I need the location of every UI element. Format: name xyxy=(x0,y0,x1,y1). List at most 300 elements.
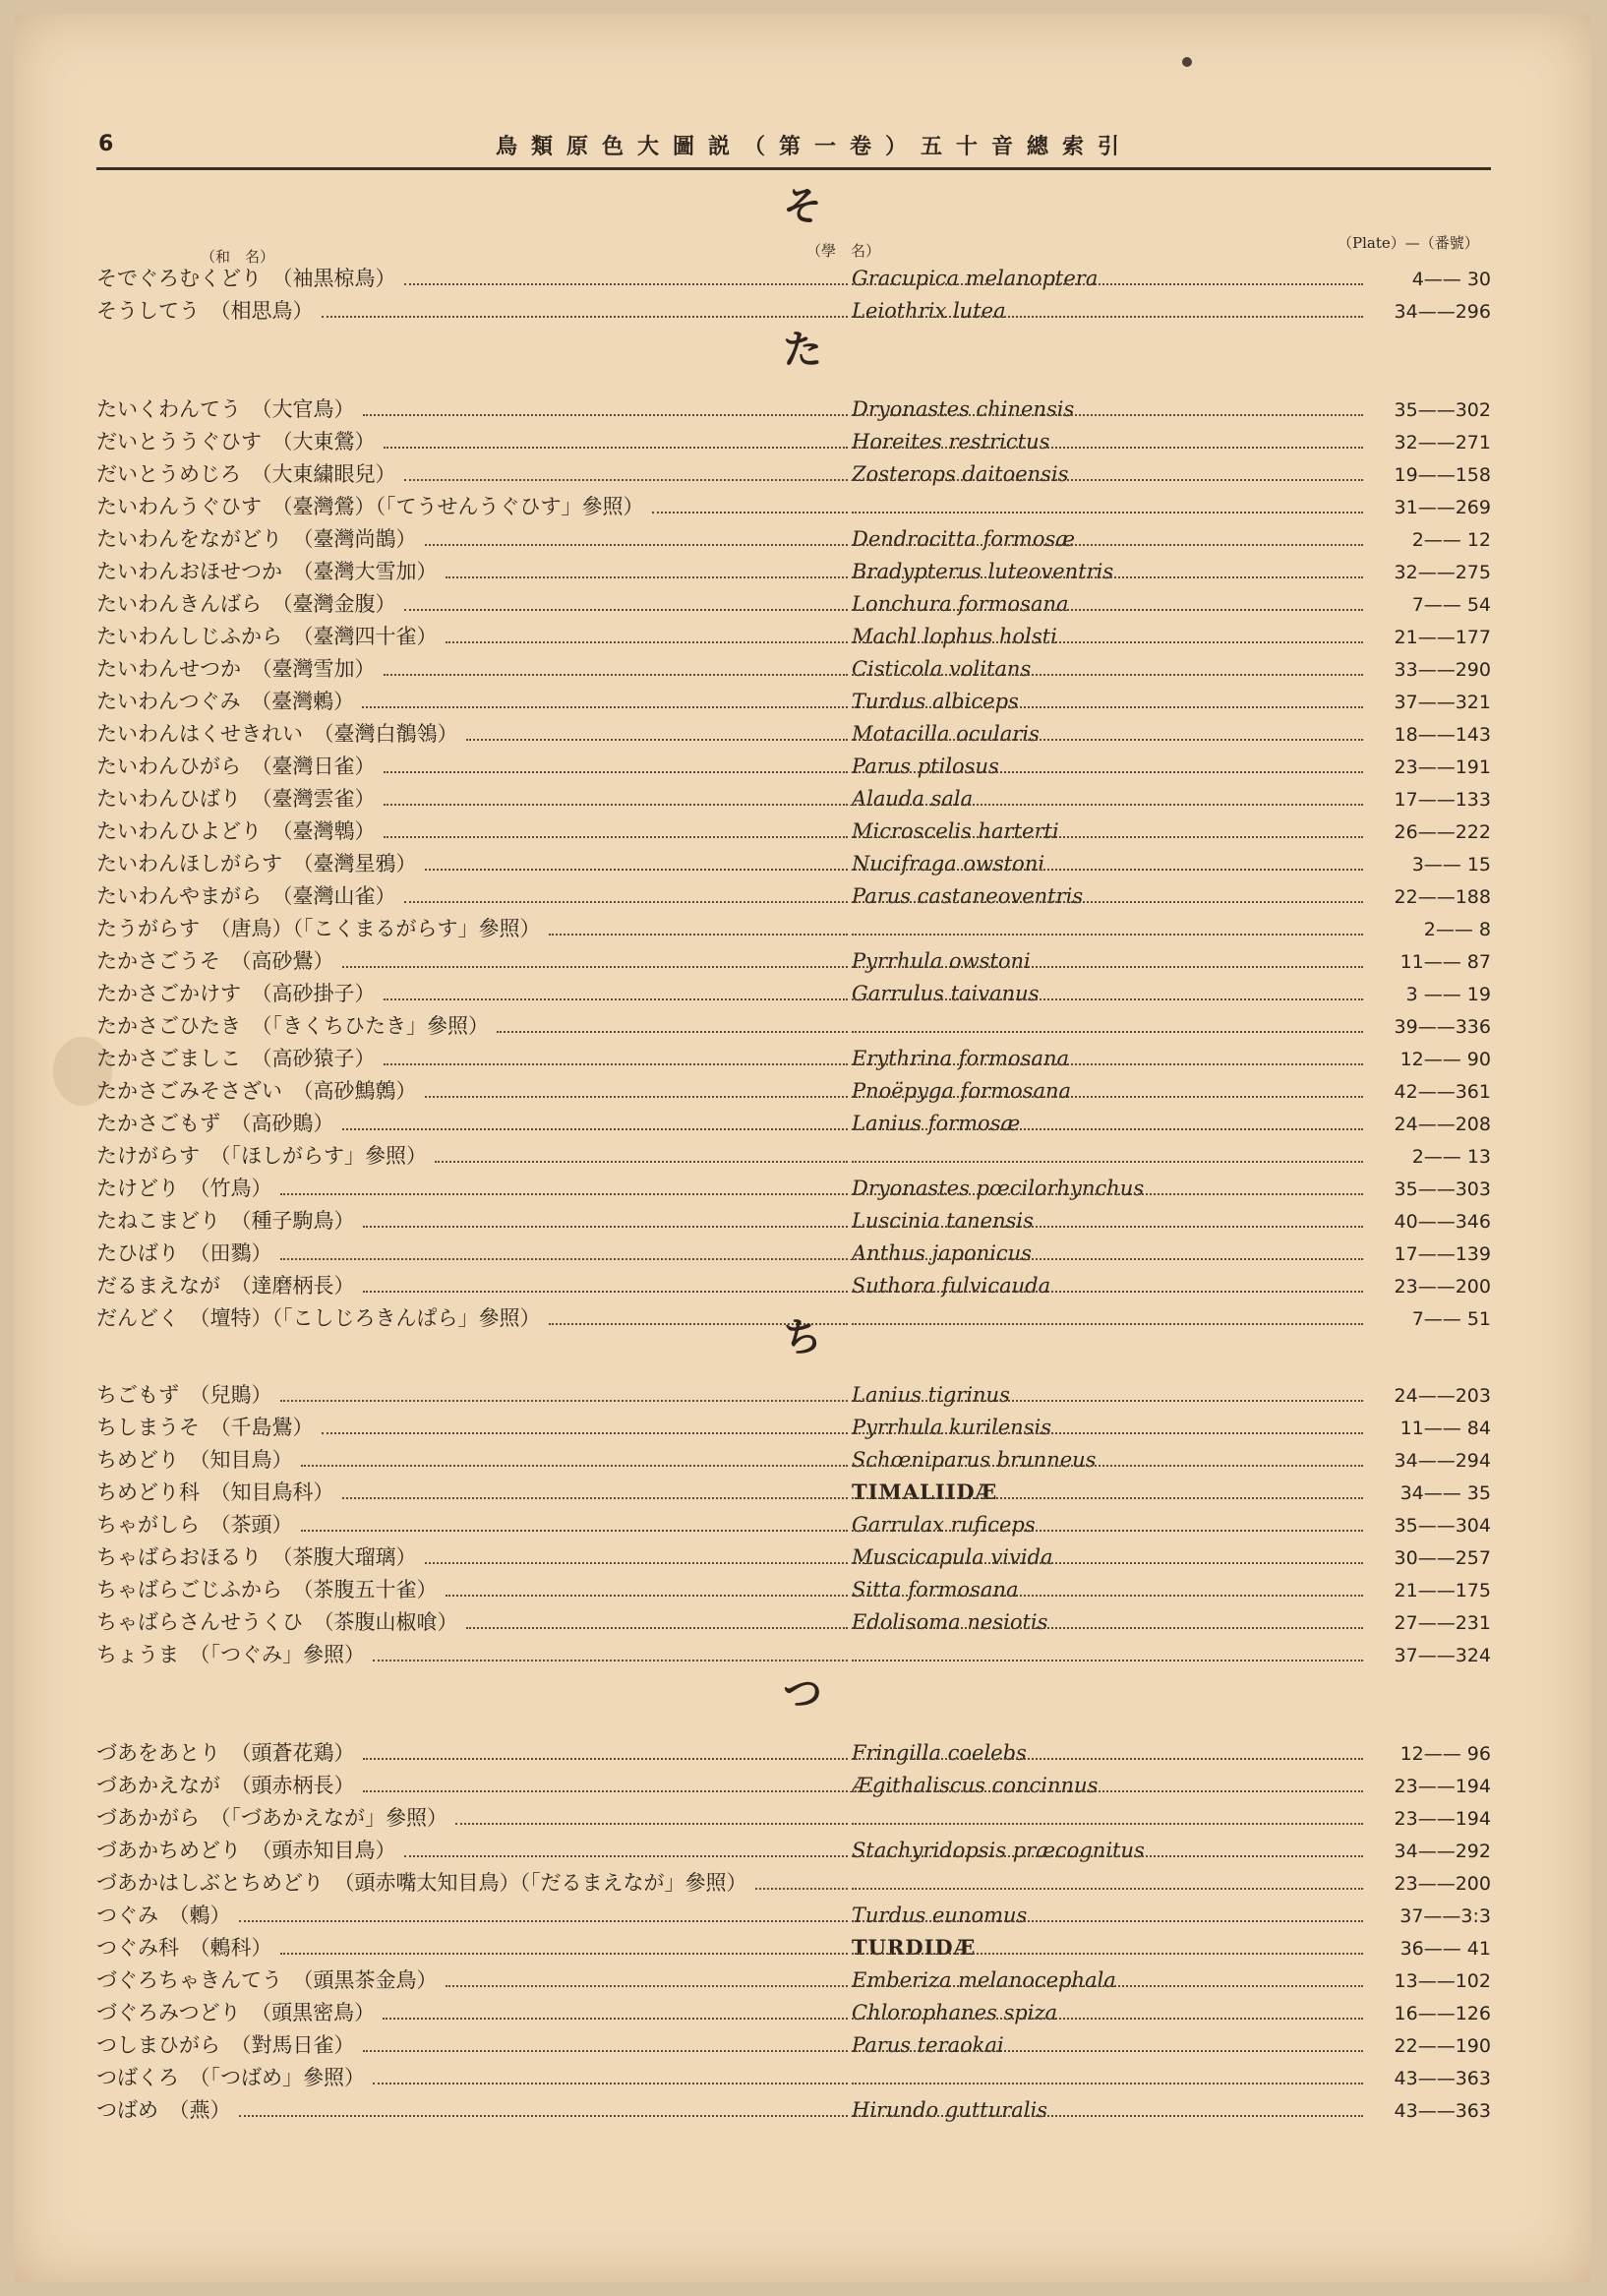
section-entry-list xyxy=(96,393,1491,1335)
dotted-leader xyxy=(852,1595,1363,1597)
dotted-leader xyxy=(852,934,1363,936)
index-entry-row xyxy=(96,686,1491,718)
dotted-leader xyxy=(404,1855,849,1857)
dotted-leader xyxy=(383,2018,848,2020)
plate-number: 3—— 15 xyxy=(1411,854,1491,876)
plate-number: 23——200 xyxy=(1394,1873,1491,1895)
japanese-name-column-label: （和 名） xyxy=(201,248,275,266)
index-entry-row xyxy=(96,978,1491,1010)
plate-number: 34——292 xyxy=(1394,1841,1491,1862)
scientific-name: Turdus eunomus xyxy=(852,1903,1028,1927)
dotted-leader xyxy=(852,512,1363,514)
japanese-name: つばめ （燕） xyxy=(96,2098,231,2122)
dotted-leader xyxy=(363,1758,849,1760)
index-entry-row xyxy=(96,751,1491,783)
dotted-leader xyxy=(852,1031,1363,1033)
plate-number: 37——324 xyxy=(1394,1645,1491,1666)
dotted-leader xyxy=(852,316,1363,318)
plate-number: 34—— 35 xyxy=(1399,1482,1491,1504)
dotted-leader xyxy=(852,1530,1363,1532)
dotted-leader xyxy=(852,1497,1363,1499)
plate-number: 37——3:3 xyxy=(1399,1905,1491,1927)
dotted-leader xyxy=(852,1562,1363,1564)
japanese-name: たいわんきんばら （臺灣金腹） xyxy=(96,592,396,616)
dotted-leader xyxy=(342,1128,849,1130)
index-entry-row xyxy=(96,556,1491,588)
japanese-name: たかさごひたき （「きくちひたき」參照） xyxy=(96,1014,489,1038)
dotted-leader xyxy=(384,447,849,449)
dotted-leader xyxy=(280,1258,849,1260)
index-entry-row xyxy=(96,848,1491,880)
dotted-leader xyxy=(852,804,1363,806)
scientific-name: Pyrrhula owstoni xyxy=(852,949,1031,973)
japanese-name: づあをあとり （頭蒼花鶏） xyxy=(96,1741,355,1765)
plate-number: 2—— 12 xyxy=(1411,529,1491,551)
plate-number: 35——302 xyxy=(1394,399,1491,421)
index-entry-row xyxy=(96,1043,1491,1075)
index-entry-row xyxy=(96,1802,1491,1835)
scientific-name: Dryonastes pœcilorhynchus xyxy=(852,1177,1145,1200)
dotted-leader xyxy=(852,1465,1363,1467)
dotted-leader xyxy=(425,1562,849,1564)
index-entry-row xyxy=(96,523,1491,556)
page-header xyxy=(96,128,1491,170)
section-heading: そ xyxy=(783,184,822,229)
index-entry-row xyxy=(96,1737,1491,1770)
japanese-name: ちゃばらおほるり （茶腹大瑠璃） xyxy=(96,1545,417,1569)
dotted-leader xyxy=(852,2050,1363,2052)
plate-number: 21——177 xyxy=(1394,627,1491,648)
index-entry-row xyxy=(96,263,1491,295)
japanese-name: ちめどり （知目鳥） xyxy=(96,1448,293,1472)
scientific-name: Chlorophanes spiza xyxy=(852,2001,1058,2024)
japanese-name: たいくわんてう （大官鳥） xyxy=(96,397,355,421)
japanese-name: たかさごみそさざい （高砂鷦鷯） xyxy=(96,1079,417,1103)
scientific-name: Emberiza melanocephala xyxy=(852,1968,1116,1992)
scientific-name: Edolisoma nesiotis xyxy=(852,1610,1048,1634)
plate-number: 21——175 xyxy=(1394,1580,1491,1601)
plate-number: 32——275 xyxy=(1394,562,1491,583)
scientific-name: Dendrocitta formosæ xyxy=(852,527,1075,551)
japanese-name: たいわんやまがら （臺灣山雀） xyxy=(96,884,396,908)
dotted-leader xyxy=(404,901,849,903)
dotted-leader xyxy=(852,739,1363,741)
dotted-leader xyxy=(446,641,849,643)
dotted-leader xyxy=(852,1855,1363,1857)
dotted-leader xyxy=(363,1226,849,1228)
index-entry-row xyxy=(96,1444,1491,1477)
dotted-leader xyxy=(755,1888,849,1890)
index-entry-row xyxy=(96,2029,1491,2062)
index-entry-row xyxy=(96,1270,1491,1302)
dotted-leader xyxy=(652,512,849,514)
japanese-name: つぐみ （鶫） xyxy=(96,1903,231,1927)
japanese-name: だるまえなが （達磨柄長） xyxy=(96,1274,355,1298)
scientific-name: Zosterops daitoensis xyxy=(852,462,1069,486)
dotted-leader xyxy=(435,1161,848,1163)
dotted-leader xyxy=(384,1063,849,1065)
japanese-name: たいわんひよどり （臺灣鵯） xyxy=(96,819,376,843)
japanese-name: たいわんうぐひす （臺灣鶯）（「てうせんうぐひす」參照） xyxy=(96,495,644,518)
dotted-leader xyxy=(404,609,849,611)
japanese-name: ちごもず （兒鵙） xyxy=(96,1383,272,1407)
scientific-name: Machl lophus holsti xyxy=(852,625,1057,648)
scientific-name: Dryonastes chinensis xyxy=(852,397,1075,421)
scientific-name: Pnoëpyga formosana xyxy=(852,1079,1072,1103)
plate-number: 40——346 xyxy=(1394,1211,1491,1233)
plate-number: 11—— 84 xyxy=(1399,1418,1491,1439)
dotted-leader xyxy=(852,2083,1363,2085)
index-entry-row xyxy=(96,816,1491,848)
japanese-name: ちょうま （「つぐみ」參照） xyxy=(96,1643,365,1666)
scientific-name: Turdus albiceps xyxy=(852,690,1019,713)
scientific-name: TIMALIIDÆ xyxy=(852,1480,998,1504)
dotted-leader xyxy=(852,1432,1363,1434)
dotted-leader xyxy=(373,2083,848,2085)
dotted-leader xyxy=(852,1823,1363,1825)
dotted-leader xyxy=(852,609,1363,611)
dotted-leader xyxy=(852,1985,1363,1987)
index-entry-row xyxy=(96,1639,1491,1671)
japanese-name: そうしてう （相思鳥） xyxy=(96,299,314,323)
plate-number: 3 —— 19 xyxy=(1405,984,1491,1005)
index-entry-row xyxy=(96,1108,1491,1140)
dotted-leader xyxy=(362,706,848,708)
dotted-leader xyxy=(852,1226,1363,1228)
plate-number: 7—— 51 xyxy=(1411,1308,1491,1330)
scientific-name: Erythrina formosana xyxy=(852,1047,1070,1070)
plate-number: 24——203 xyxy=(1394,1385,1491,1407)
index-entry-row xyxy=(96,1140,1491,1173)
dotted-leader xyxy=(852,447,1363,449)
japanese-name: たうがらす （唐鳥）（「こくまるがらす」參照） xyxy=(96,917,541,940)
dotted-leader xyxy=(322,316,849,318)
index-entry-row xyxy=(96,945,1491,978)
japanese-name: づあかえなが （頭赤柄長） xyxy=(96,1774,355,1797)
plate-number: 37——321 xyxy=(1394,692,1491,713)
dotted-leader xyxy=(455,1823,848,1825)
plate-number: 23——194 xyxy=(1394,1808,1491,1830)
plate-number: 43——363 xyxy=(1394,2100,1491,2122)
running-title: 鳥類原色大圖説（第一卷）五十音總索引 xyxy=(495,135,1133,159)
japanese-name: ちしまうそ （千島鷽） xyxy=(96,1416,314,1439)
scientific-name: Sitta formosana xyxy=(852,1578,1019,1601)
dotted-leader xyxy=(384,998,849,1000)
japanese-name: つぐみ科 （鶫科） xyxy=(96,1936,272,1960)
dotted-leader xyxy=(852,1627,1363,1629)
dotted-leader xyxy=(322,1432,849,1434)
section-entry-list xyxy=(96,1737,1491,2127)
dotted-leader xyxy=(384,836,849,838)
index-entry-row xyxy=(96,1541,1491,1574)
dotted-leader xyxy=(852,869,1363,871)
scientific-name: Motacilla ocularis xyxy=(852,722,1040,746)
dotted-leader xyxy=(404,283,849,285)
dotted-leader xyxy=(446,576,849,578)
index-entry-row xyxy=(96,393,1491,426)
dotted-leader xyxy=(363,1291,849,1293)
index-entry-row xyxy=(96,1964,1491,1997)
index-entry-row xyxy=(96,588,1491,621)
scientific-name: Lanius formosæ xyxy=(852,1112,1021,1135)
scientific-name: Schœniparus brunneus xyxy=(852,1448,1097,1472)
japanese-name: たいわんつぐみ （臺灣鶫） xyxy=(96,690,355,713)
dotted-leader xyxy=(280,1193,849,1195)
index-entry-row xyxy=(96,426,1491,458)
japanese-name: つしまひがら （對馬日雀） xyxy=(96,2033,355,2057)
index-entry-row xyxy=(96,1379,1491,1412)
dotted-leader xyxy=(363,1790,849,1792)
japanese-name: たかさごましこ （高砂猿子） xyxy=(96,1047,376,1070)
dotted-leader xyxy=(384,771,849,773)
scientific-name: Anthus japonicus xyxy=(852,1241,1033,1265)
scientific-name: Parus teraokai xyxy=(852,2033,1004,2057)
dotted-leader xyxy=(497,1031,848,1033)
plate-number: 17——139 xyxy=(1394,1243,1491,1265)
dotted-leader xyxy=(425,869,849,871)
japanese-name: たいわんほしがらす （臺灣星鴉） xyxy=(96,852,417,876)
japanese-name: そでぐろむくどり （袖黒椋鳥） xyxy=(96,267,396,290)
plate-number: 30——257 xyxy=(1394,1547,1491,1569)
scientific-name: Lanius tigrinus xyxy=(852,1383,1010,1407)
dotted-leader xyxy=(852,1758,1363,1760)
section-heading: ち xyxy=(783,1315,822,1360)
plate-number: 18——143 xyxy=(1394,724,1491,746)
dotted-leader xyxy=(301,1465,849,1467)
scientific-name: Luscinia tanensis xyxy=(852,1209,1034,1233)
plate-number: 19——158 xyxy=(1394,464,1491,486)
scientific-name: Stachyridopsis præcognitus xyxy=(852,1839,1145,1862)
scientific-name: Cisticola volitans xyxy=(852,657,1032,681)
dotted-leader xyxy=(852,414,1363,416)
index-entry-row xyxy=(96,1835,1491,1867)
index-entry-row xyxy=(96,1477,1491,1509)
dotted-leader xyxy=(852,576,1363,578)
japanese-name: づぐろみつどり （頭黒密鳥） xyxy=(96,2001,376,2024)
index-entry-row xyxy=(96,1997,1491,2029)
dotted-leader xyxy=(301,1530,849,1532)
japanese-name: づあかがら （「づあかえなが」參照） xyxy=(96,1806,447,1830)
plate-number: 4—— 30 xyxy=(1411,269,1491,290)
index-entry-row xyxy=(96,1010,1491,1043)
index-entry-row xyxy=(96,718,1491,751)
index-entry-row xyxy=(96,621,1491,653)
dotted-leader xyxy=(239,2115,849,2117)
scientific-name: TURDIDÆ xyxy=(852,1935,977,1960)
plate-number: 32——271 xyxy=(1394,432,1491,453)
japanese-name: づあかちめどり （頭赤知目鳥） xyxy=(96,1839,396,1862)
dotted-leader xyxy=(852,641,1363,643)
plate-number: 12—— 96 xyxy=(1399,1743,1491,1765)
section-heading: た xyxy=(783,328,822,373)
plate-number: 27——231 xyxy=(1394,1612,1491,1634)
dotted-leader xyxy=(852,283,1363,285)
index-entry-row xyxy=(96,458,1491,491)
dotted-leader xyxy=(239,1920,849,1922)
japanese-name: たいわんはくせきれい （臺灣白鶺鴒） xyxy=(96,722,458,746)
dotted-leader xyxy=(363,2050,849,2052)
japanese-name: づぐろちゃきんてう （頭黒茶金鳥） xyxy=(96,1968,438,1992)
dotted-leader xyxy=(549,934,849,936)
dotted-leader xyxy=(466,739,849,741)
dotted-leader xyxy=(852,2018,1363,2020)
japanese-name: だいとううぐひす （大東鶯） xyxy=(96,430,376,453)
index-entry-row xyxy=(96,880,1491,913)
scientific-name: Pyrrhula kurilensis xyxy=(852,1416,1051,1439)
index-entry-row xyxy=(96,653,1491,686)
japanese-name: たいわんひがら （臺灣日雀） xyxy=(96,755,376,778)
plate-number: 42——361 xyxy=(1394,1081,1491,1103)
japanese-name: たいわんおほせつか （臺灣大雪加） xyxy=(96,560,438,583)
index-entry-row xyxy=(96,1606,1491,1639)
dotted-leader xyxy=(852,1953,1363,1955)
plate-number: 36—— 41 xyxy=(1399,1938,1491,1960)
scientific-name: Garrulus taivanus xyxy=(852,982,1040,1005)
scientific-name: Gracupica melanoptera xyxy=(852,267,1099,290)
plate-number: 23——194 xyxy=(1394,1776,1491,1797)
scientific-name: Lonchura formosana xyxy=(852,592,1069,616)
dotted-leader xyxy=(280,1953,849,1955)
japanese-name: ちめどり科 （知目鳥科） xyxy=(96,1480,334,1504)
japanese-name: たいわんをながどり （臺灣尚鵲） xyxy=(96,527,417,551)
index-entry-row xyxy=(96,1238,1491,1270)
dotted-leader xyxy=(852,836,1363,838)
index-entry-row xyxy=(96,1770,1491,1802)
japanese-name: たかさごかけす （高砂掛子） xyxy=(96,982,376,1005)
japanese-name: ちゃばらさんせうくひ （茶腹山椒喰） xyxy=(96,1610,458,1634)
dotted-leader xyxy=(852,1920,1363,1922)
dotted-leader xyxy=(852,966,1363,968)
dotted-leader xyxy=(852,479,1363,481)
scientific-name: Horeites restrictus xyxy=(852,430,1050,453)
index-entry-row xyxy=(96,1412,1491,1444)
index-entry-row xyxy=(96,295,1491,328)
section-entry-list xyxy=(96,1379,1491,1671)
scientific-name: Parus ptilosus xyxy=(852,755,999,778)
dotted-leader xyxy=(384,804,849,806)
index-entry-row xyxy=(96,1900,1491,1932)
plate-number: 34——294 xyxy=(1394,1450,1491,1472)
scientific-name: Suthora fulvicauda xyxy=(852,1274,1051,1298)
index-entry-row xyxy=(96,2094,1491,2127)
scanned-index-page xyxy=(14,14,1591,2282)
ink-spot xyxy=(1182,57,1192,67)
plate-number: 33——290 xyxy=(1394,659,1491,681)
scientific-name: Microscelis harterti xyxy=(852,819,1059,843)
scientific-name: Alauda sala xyxy=(852,787,974,811)
dotted-leader xyxy=(852,1291,1363,1293)
index-entry-row xyxy=(96,1509,1491,1541)
plate-number: 13——102 xyxy=(1394,1970,1491,1992)
index-entry-row xyxy=(96,913,1491,945)
section-entry-list xyxy=(96,263,1491,328)
dotted-leader xyxy=(342,1497,849,1499)
plate-number: 11—— 87 xyxy=(1399,951,1491,973)
scientific-name: Ægithaliscus concinnus xyxy=(852,1774,1099,1797)
plate-number: 7—— 54 xyxy=(1411,594,1491,616)
japanese-name: つばくろ （「つばめ」參照） xyxy=(96,2066,365,2089)
dotted-leader xyxy=(852,1258,1363,1260)
index-entry-row xyxy=(96,1173,1491,1205)
japanese-name: たけどり （竹鳥） xyxy=(96,1177,272,1200)
plate-number: 12—— 90 xyxy=(1399,1049,1491,1070)
plate-number: 22——190 xyxy=(1394,2035,1491,2057)
dotted-leader xyxy=(280,1400,849,1402)
dotted-leader xyxy=(852,674,1363,676)
plate-number: 34——296 xyxy=(1394,301,1491,323)
index-entry-row xyxy=(96,1932,1491,1964)
dotted-leader xyxy=(852,706,1363,708)
dotted-leader xyxy=(425,544,849,546)
dotted-leader xyxy=(852,901,1363,903)
dotted-leader xyxy=(852,544,1363,546)
plate-number: 35——303 xyxy=(1394,1178,1491,1200)
plate-number: 31——269 xyxy=(1394,497,1491,518)
dotted-leader xyxy=(852,771,1363,773)
plate-number: 2—— 13 xyxy=(1411,1146,1491,1168)
dotted-leader xyxy=(384,674,849,676)
japanese-name: たかさごうそ （高砂鷽） xyxy=(96,949,334,973)
dotted-leader xyxy=(446,1985,849,1987)
scientific-name: Leiothrix lutea xyxy=(852,299,1006,323)
index-entry-row xyxy=(96,2062,1491,2094)
plate-number: 35——304 xyxy=(1394,1515,1491,1537)
dotted-leader xyxy=(852,2115,1363,2117)
dotted-leader xyxy=(852,998,1363,1000)
japanese-name: だんどく （壇特）（「こしじろきんぱら」參照） xyxy=(96,1306,541,1330)
dotted-leader xyxy=(852,1063,1363,1065)
scientific-name: Parus castaneoventris xyxy=(852,884,1084,908)
index-entry-row xyxy=(96,491,1491,523)
japanese-name: ちゃばらごじふから （茶腹五十雀） xyxy=(96,1578,438,1601)
plate-number: 24——208 xyxy=(1394,1114,1491,1135)
plate-number: 16——126 xyxy=(1394,2003,1491,2024)
plate-number: 23——200 xyxy=(1394,1276,1491,1298)
page-number: 6 xyxy=(98,132,114,156)
plate-number: 2—— 8 xyxy=(1423,919,1491,940)
index-entry-row xyxy=(96,783,1491,816)
dotted-leader xyxy=(466,1627,849,1629)
section-heading: つ xyxy=(783,1671,822,1717)
dotted-leader xyxy=(852,1400,1363,1402)
dotted-leader xyxy=(446,1595,849,1597)
japanese-name: たいわんひばり （臺灣雲雀） xyxy=(96,787,376,811)
plate-number: 23——191 xyxy=(1394,756,1491,778)
dotted-leader xyxy=(852,1096,1363,1098)
japanese-name: たいわんせつか （臺灣雪加） xyxy=(96,657,376,681)
dotted-leader xyxy=(425,1096,849,1098)
japanese-name: たかさごもず （高砂鵙） xyxy=(96,1112,334,1135)
dotted-leader xyxy=(363,414,849,416)
plate-number: 26——222 xyxy=(1394,821,1491,843)
japanese-name: たけがらす （「ほしがらす」參照） xyxy=(96,1144,427,1168)
scientific-name: Hirundo gutturalis xyxy=(852,2098,1048,2122)
scientific-name: Fringilla coelebs xyxy=(852,1741,1027,1765)
dotted-leader xyxy=(852,1790,1363,1792)
scientific-name: Garrulax ruficeps xyxy=(852,1513,1036,1537)
index-entry-row xyxy=(96,1574,1491,1606)
dotted-leader xyxy=(342,966,849,968)
japanese-name: たひばり （田鷚） xyxy=(96,1241,272,1265)
dotted-leader xyxy=(852,1128,1363,1130)
dotted-leader xyxy=(404,479,849,481)
plate-number: 22——188 xyxy=(1394,886,1491,908)
dotted-leader xyxy=(852,1161,1363,1163)
scientific-name: Nucifraga owstoni xyxy=(852,852,1045,876)
plate-column-label: （Plate）—（番號） xyxy=(1338,234,1479,252)
dotted-leader xyxy=(852,1888,1363,1890)
plate-number: 39——336 xyxy=(1394,1016,1491,1038)
